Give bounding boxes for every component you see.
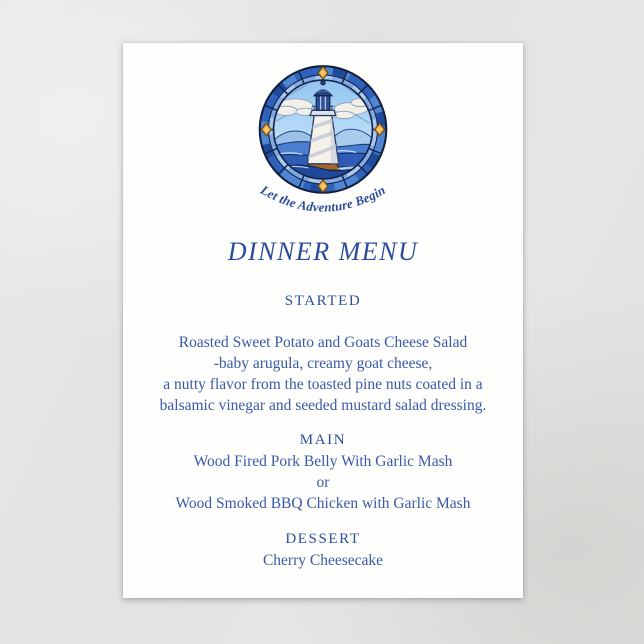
section-started (123, 291, 523, 416)
dish-line: Wood Fired Pork Belly With Garlic Mash (193, 453, 453, 470)
dish-line: balsamic vinegar and seeded mustard salad dressing. (159, 397, 487, 414)
section-main (123, 430, 523, 514)
lighthouse-badge-icon (248, 63, 398, 223)
dish-line: or (316, 474, 330, 491)
logo (248, 43, 398, 225)
dish-line: Roasted Sweet Potato and Goats Cheese Salad (178, 334, 468, 351)
menu-title: DINNER MENU (227, 237, 419, 266)
dish-line: Wood Smoked BBQ Chicken with Garlic Mash (175, 495, 471, 512)
dish-line: Cherry Cheesecake (262, 552, 384, 569)
dish-line: -baby arugula, creamy goat cheese, (213, 355, 433, 372)
section-heading-main: MAIN (299, 432, 347, 448)
section-heading-started: STARTED (284, 293, 362, 309)
dish-line: a nutty flavor from the toasted pine nuts coated in a (163, 376, 483, 393)
section-dessert (123, 529, 523, 571)
menu-card (123, 43, 523, 598)
section-heading-dessert: DESSERT (285, 531, 361, 547)
logo-tagline: Let the Adventure Begin (258, 182, 388, 215)
